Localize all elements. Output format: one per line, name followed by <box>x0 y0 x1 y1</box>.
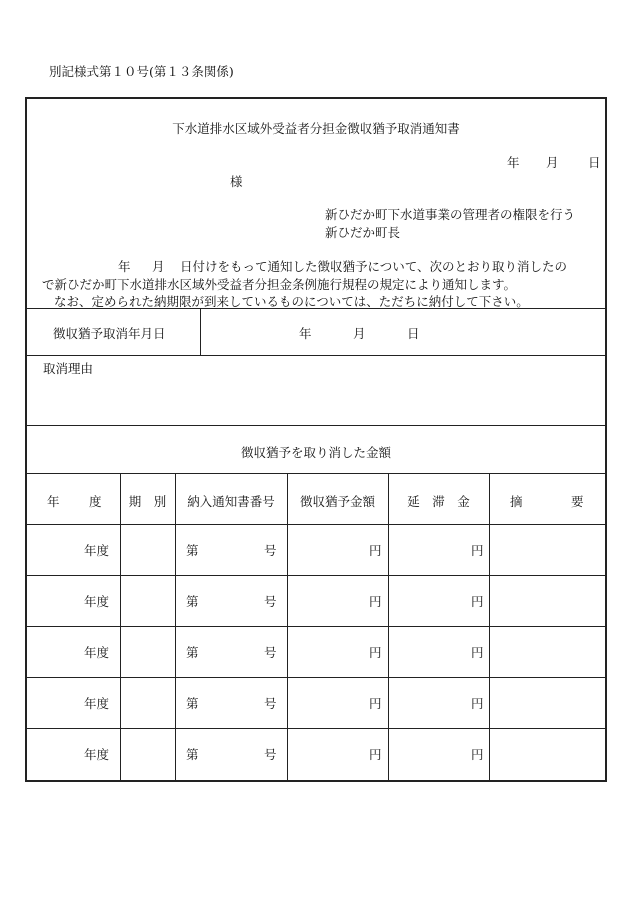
row-divider <box>27 575 605 576</box>
form-box <box>25 97 607 782</box>
row-divider <box>27 626 605 627</box>
row-number-suffix: 号 <box>264 645 277 660</box>
body-line2: で新ひだか町下水道排水区域外受益者分担金条例施行規程の規定により通知します。 <box>42 277 517 292</box>
row-fiscal-year: 年度 <box>84 696 110 711</box>
header-fiscal-year-1: 年 <box>47 494 60 509</box>
row-fiscal-year: 年度 <box>84 747 110 762</box>
issuer-line1: 新ひだか町下水道事業の管理者の権限を行う <box>325 207 576 222</box>
row-fiscal-year: 年度 <box>84 594 110 609</box>
header-period: 期 別 <box>128 494 167 509</box>
cancel-date-year: 年 <box>299 326 312 341</box>
row-divider <box>27 677 605 678</box>
row-number-suffix: 号 <box>264 594 277 609</box>
body-month: 月 <box>152 259 165 274</box>
row-number-suffix: 号 <box>264 543 277 558</box>
row-fiscal-year: 年度 <box>84 543 110 558</box>
row-amount-unit: 円 <box>369 696 382 711</box>
row-number-prefix: 第 <box>186 645 199 660</box>
header-notice-number: 納入通知書番号 <box>187 494 275 509</box>
date-month: 月 <box>546 155 559 170</box>
body-line1-tail: 日付けをもって通知した徴収猶予について、次のとおり取り消したの <box>180 259 568 274</box>
row-number-suffix: 号 <box>264 696 277 711</box>
row-amount-unit: 円 <box>369 543 382 558</box>
row-late-fee-unit: 円 <box>471 543 484 558</box>
row-number-prefix: 第 <box>186 594 199 609</box>
row-number-suffix: 号 <box>264 747 277 762</box>
divider <box>27 473 605 474</box>
row-amount-unit: 円 <box>369 645 382 660</box>
row-divider <box>27 728 605 729</box>
row-number-prefix: 第 <box>186 543 199 558</box>
cancel-date-day: 日 <box>407 326 420 341</box>
date-year: 年 <box>507 155 520 170</box>
amount-section-title: 徴収猶予を取り消した金額 <box>240 445 391 460</box>
form-number: 別記様式第１０号(第１３条関係) <box>49 64 234 79</box>
row-number-prefix: 第 <box>186 696 199 711</box>
header-deferred-amount: 徴収猶予金額 <box>299 494 375 509</box>
date-day: 日 <box>588 155 601 170</box>
header-fiscal-year-2: 度 <box>89 494 102 509</box>
reason-label: 取消理由 <box>43 361 94 376</box>
row-number-prefix: 第 <box>186 747 199 762</box>
header-late-fee: 延 滞 金 <box>407 494 470 509</box>
row-amount-unit: 円 <box>369 747 382 762</box>
cancel-date-month: 月 <box>353 326 366 341</box>
divider <box>27 308 605 309</box>
header-remarks-2: 要 <box>571 494 584 509</box>
row-late-fee-unit: 円 <box>471 696 484 711</box>
issuer-line2: 新ひだか町長 <box>325 225 401 240</box>
row-late-fee-unit: 円 <box>471 645 484 660</box>
document-title: 下水道排水区域外受益者分担金徴収猶予取消通知書 <box>172 121 460 136</box>
row-amount-unit: 円 <box>369 594 382 609</box>
row-fiscal-year: 年度 <box>84 645 110 660</box>
divider <box>27 425 605 426</box>
addressee-suffix: 様 <box>230 174 243 189</box>
body-year: 年 <box>118 259 131 274</box>
row-late-fee-unit: 円 <box>471 747 484 762</box>
body-line3: なお、定められた納期限が到来しているものについては、ただちに納付して下さい。 <box>54 294 529 309</box>
divider <box>200 308 201 355</box>
cancel-date-label: 徴収猶予取消年月日 <box>53 326 166 341</box>
row-late-fee-unit: 円 <box>471 594 484 609</box>
divider <box>27 355 605 356</box>
row-divider <box>27 524 605 525</box>
header-remarks-1: 摘 <box>510 494 523 509</box>
